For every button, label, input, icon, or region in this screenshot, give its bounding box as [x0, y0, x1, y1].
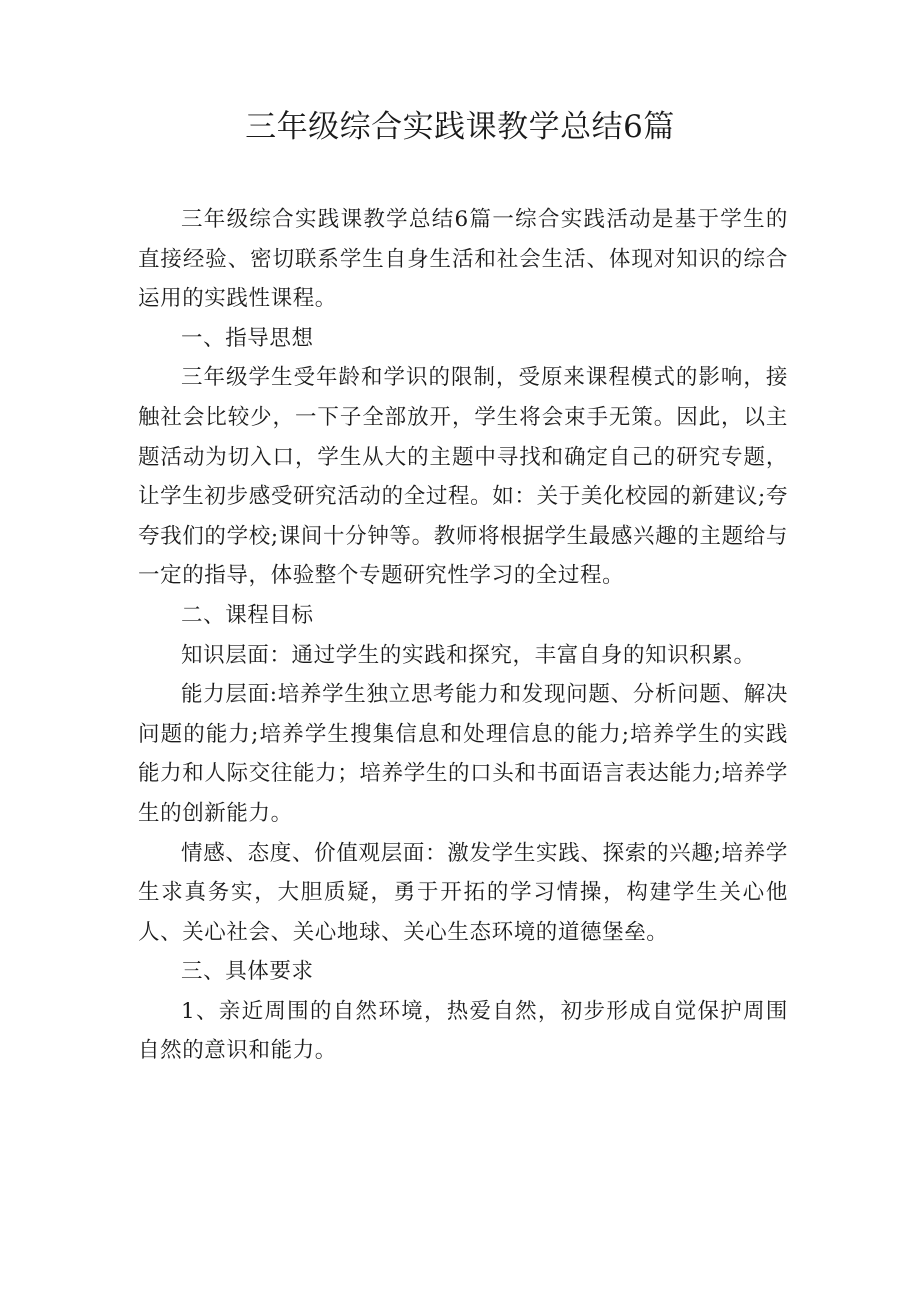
document-body — [138, 200, 788, 1071]
heading-course-goals: 二、课程目标 — [181, 602, 314, 628]
paragraph-guiding-ideology: 三年级学生受年龄和学识的限制，受原来课程模式的影响，接触社会比较少，一下子全部放开，学生将会束手无策。因此，以主题活动为切入口，学生从大的主题中寻找和确定自己的研究专题，让学生初步感受研究活动的全过程。如：关于美化校园的新建议;夸夸我们的学校;课间十分钟等。教师将根据学生最感兴趣的主题给与一定的指导，体验整个专题研究性学习的全过程。 — [138, 365, 788, 589]
heading-specific-requirements: 三、具体要求 — [181, 959, 314, 985]
paragraph-requirement-1: 1、亲近周围的自然环境，热爱自然，初步形成自觉保护周围自然的意识和能力。 — [138, 998, 788, 1064]
heading-guiding-ideology: 一、指导思想 — [181, 325, 314, 351]
paragraph-ability-level: 能力层面:培养学生独立思考能力和发现问题、分析问题、解决问题的能力;培养学生搜集信息和处理信息的能力;培养学生的实践能力和人际交往能力；培养学生的口头和书面语言表达能力;培养学生的创新能力。 — [138, 682, 788, 826]
document-title: 三年级综合实践课教学总结6篇 — [245, 109, 675, 145]
paragraph-knowledge-level: 知识层面：通过学生的实践和探究，丰富自身的知识积累。 — [181, 642, 756, 668]
paragraph-intro: 三年级综合实践课教学总结6篇一综合实践活动是基于学生的直接经验、密切联系学生自身生活和社会生活、体现对知识的综合运用的实践性课程。 — [138, 207, 788, 312]
paragraph-emotion-attitude-values: 情感、态度、价值观层面：激发学生实践、探索的兴趣;培养学生求真务实，大胆质疑，勇于开拓的学习情操，构建学生关心他人、关心社会、关心地球、关心生态环境的道德堡垒。 — [138, 840, 788, 945]
